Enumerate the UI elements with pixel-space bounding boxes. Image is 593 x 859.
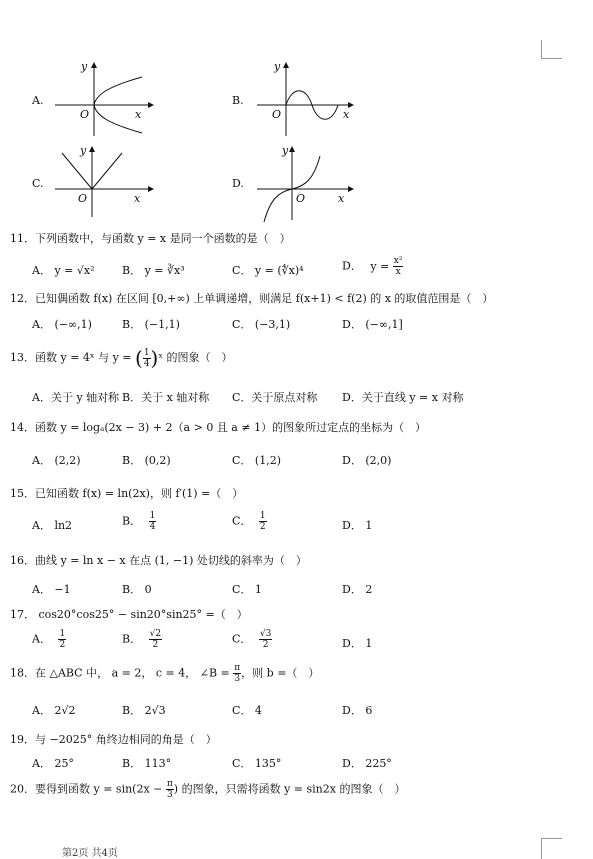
q19-option-a: A． 25° (32, 757, 74, 770)
page-number: 第2页 共4页 (62, 848, 118, 859)
q13-option-d: D．关于直线 y = x 对称 (342, 391, 464, 404)
q15-option-d: D． 1 (342, 519, 373, 532)
q13-option-c: C．关于原点对称 (232, 391, 318, 404)
graph-c-x: x (134, 192, 141, 205)
graph-d (252, 142, 362, 222)
q18-option-b: B． 2√3 (122, 704, 166, 717)
q16-option-c: C． 1 (232, 583, 262, 596)
q16-option-d: D． 2 (342, 583, 373, 596)
question-11-stem: 11．下列函数中，与函数 y = x 是同一个函数的是（ ） (10, 232, 291, 245)
graph-d-origin: O (296, 192, 306, 205)
crop-mark-bottom-right (541, 838, 562, 859)
graph-option-c-label: C. (32, 177, 44, 190)
q17-option-b: B． $\frac{√2}{2}$ (122, 629, 162, 650)
q11-option-c: C． y = (∜x)⁴ (232, 264, 304, 277)
graph-c-y: y (80, 144, 87, 157)
q17-option-d: D． 1 (342, 637, 373, 650)
q11-option-b: B． y = ∛x³ (122, 264, 185, 277)
q16-option-a: A． −1 (32, 583, 71, 596)
q12-option-b: B． (−1,1) (122, 318, 180, 331)
question-16-stem: 16．曲线 y = ln x − x 在点 (1, −1) 处切线的斜率为（ ） (10, 554, 307, 567)
question-18-stem: 18．在 △ABC 中， a = 2， c = 4， ∠B = $\frac{\pi}{3}$ ，则 b =（ ） (10, 663, 320, 684)
q14-option-c: C． (1,2) (232, 454, 281, 467)
question-19-stem: 19．与 −2025° 角终边相同的角是（ ） (10, 733, 217, 746)
graph-b-x: x (343, 108, 350, 121)
graph-a-y: y (81, 60, 88, 73)
graph-d-x: x (338, 192, 345, 205)
graph-a-x: x (135, 108, 142, 121)
q12-option-c: C． (−3,1) (232, 318, 291, 331)
graph-c-origin: O (78, 192, 88, 205)
q19-option-c: C． 135° (232, 757, 282, 770)
graph-b-y: y (274, 60, 281, 73)
graph-a-origin: O (80, 108, 90, 121)
graph-d-y: y (282, 144, 289, 157)
graph-a (50, 58, 160, 138)
q13-option-b: B．关于 x 轴对称 (122, 391, 210, 404)
graph-option-b-label: B. (232, 94, 244, 107)
q17-option-c: C． $\frac{√3}{2}$ (232, 629, 272, 650)
q15-option-c: C． $\frac{1}{2}$ (232, 511, 266, 532)
q14-option-d: D． (2,0) (342, 454, 392, 467)
graph-b (252, 58, 362, 138)
graph-b-origin: O (272, 108, 282, 121)
graph-option-a-label: A. (32, 94, 44, 107)
question-17-stem: 17． cos20°cos25° − sin20°sin25° =（ ） (10, 608, 248, 621)
q19-option-b: B． 113° (122, 757, 172, 770)
q14-option-b: B． (0,2) (122, 454, 171, 467)
q19-option-d: D． 225° (342, 757, 392, 770)
q11-option-a: A． y = √x² (32, 264, 95, 277)
q15-option-b: B． $\frac{1}{4}$ (122, 511, 156, 532)
question-13-stem: 13．函数 y = 4ˣ 与 y = ( $\frac{1}{4}$ )ˣ 的图象（ ） (10, 346, 233, 370)
question-12-stem: 12．已知偶函数 f(x) 在区间 [0,+∞) 上单调递增，则满足 f(x+1) < f(2) 的 x 的取值范围是（ ） (10, 292, 494, 305)
q12-option-a: A． (−∞,1) (32, 318, 92, 331)
graph-option-d-label: D. (232, 177, 244, 190)
question-20-stem: 20．要得到函数 y = sin(2x − $\frac{\pi}{3}$ ) 的图象，只需将函数 y = sin2x 的图象（ ） (10, 779, 406, 800)
q17-option-a: A． $\frac{1}{2}$ (32, 629, 66, 650)
crop-mark-top-right (541, 40, 562, 59)
q15-option-a: A． ln2 (32, 519, 73, 532)
q13-option-a: A．关于 y 轴对称 (32, 391, 120, 404)
graph-c (50, 142, 160, 222)
q16-option-b: B． 0 (122, 583, 152, 596)
q11-option-d: D． y = $\frac{\text{x²}}{x}$ (342, 256, 403, 277)
question-14-stem: 14．函数 y = logₐ(2x − 3) + 2（a > 0 且 a ≠ 1）的图象所过定点的坐标为（ ） (10, 421, 427, 434)
q14-option-a: A． (2,2) (32, 454, 81, 467)
question-15-stem: 15．已知函数 f(x) = ln(2x)，则 f′(1) =（ ） (10, 487, 244, 500)
q12-option-d: D． (−∞,1] (342, 318, 403, 331)
q18-option-d: D． 6 (342, 704, 373, 717)
q18-option-a: A． 2√2 (32, 704, 76, 717)
q18-option-c: C． 4 (232, 704, 262, 717)
